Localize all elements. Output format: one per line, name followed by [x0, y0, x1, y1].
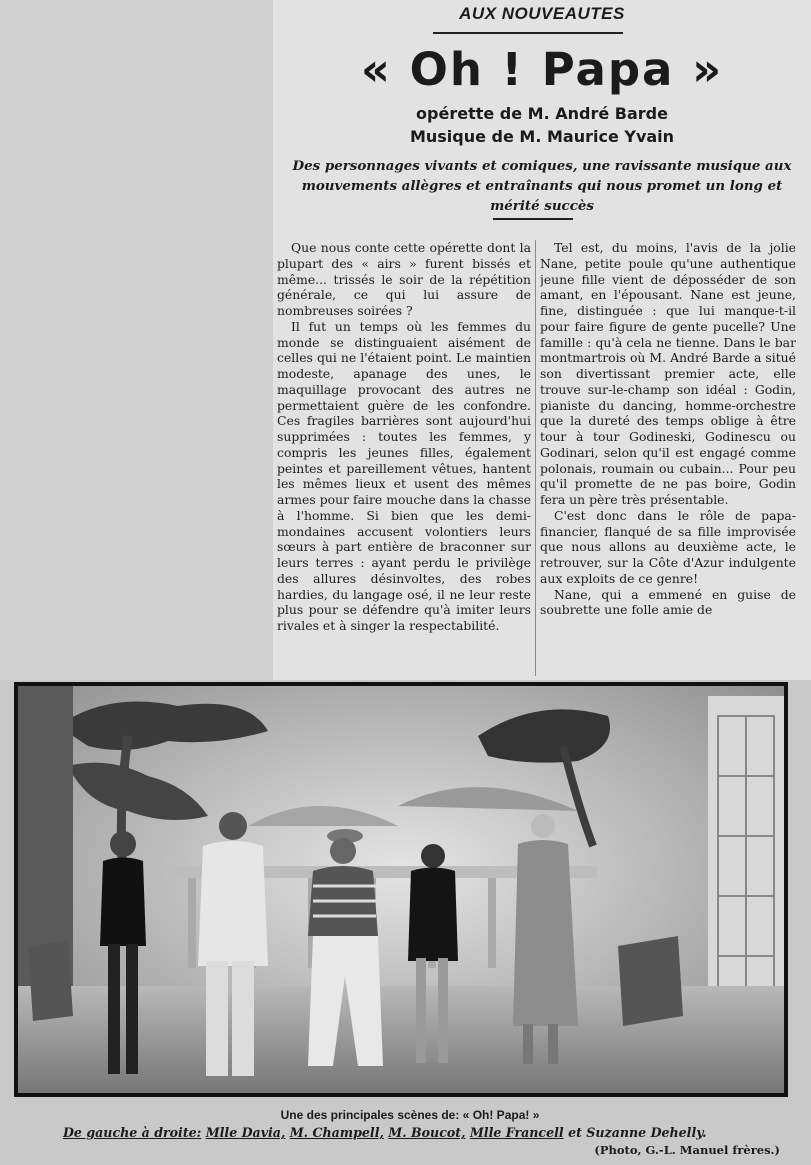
article-title: « Oh ! Papa » — [360, 43, 724, 96]
article — [273, 0, 811, 680]
cast-name: Mlle Francell — [469, 1125, 564, 1140]
photo-caption: Une des principales scènes de: « Oh! Papa! » — [280, 1108, 540, 1122]
paragraph: Que nous conte cette opérette dont la plupart des « airs » furent bissés et même... trissés le soir de la répétition générale, ce qui lui assure de nombreuses soirées ? — [277, 240, 531, 318]
photo-credit: (Photo, G.-L. Manuel frères.) — [594, 1143, 780, 1157]
stage-photo-frame — [14, 682, 788, 1097]
cast-credits — [63, 1125, 763, 1140]
subtitle-composer: Musique de M. Maurice Yvain — [409, 127, 675, 146]
text-column-1 — [277, 240, 531, 678]
cast-suffix: et Suzanne Dehelly. — [568, 1125, 707, 1140]
text-column-2 — [540, 240, 796, 678]
paragraph: C'est donc dans le rôle de papa-financier, flanqué de sa fille improvisée que nous allons au deuxième acte, le retrouver, sur la Côte d'Azur indulgente aux exploits de ce genre! — [540, 507, 796, 586]
lede: Des personnages vivants et comiques, une ravissante musique aux mouvements allègres et entraînants qui nous promet un long et mérité succès — [292, 158, 792, 214]
cast-name: M. Boucot, — [388, 1125, 466, 1140]
subtitle-author: opérette de M. André Barde — [416, 104, 668, 123]
cast-prefix: De gauche à droite: — [63, 1125, 202, 1140]
title-rule-top — [433, 32, 623, 34]
paragraph: Nane, qui a emmené en guise de soubrette une folle amie de — [540, 586, 796, 618]
paragraph: Il fut un temps où les femmes du monde se distinguaient aisément de celles qui ne l'étaient point. Le maintien modeste, apanage des unes, le maquillage provocant des autres ne permettaient guère de les confondre. Ces fragiles barrières sont aujourd'hui supprimées : toutes les femmes, y compris les jeunes filles, également peintes et pareillement vêtues, hantent les mêmes lieux et usent des mêmes armes pour faire mouche dans la chasse à l'homme. Si bien que les demi-mondaines accusent volontiers leurs sœurs à part entière de braconner sur leurs terres : ayant perdu le privilège des allures désinvoltes, des robes hardies, du langage osé, il ne leur reste plus pour se défendre qu'à imiter leurs rivales et à singer la respectabilité. — [277, 318, 531, 633]
stage-photo — [18, 686, 784, 1093]
cast-name: M. Champell, — [289, 1125, 384, 1140]
section-kicker: AUX NOUVEAUTES — [459, 4, 625, 23]
cast-name: Mlle Davia, — [205, 1125, 286, 1140]
lede-rule — [493, 218, 573, 220]
scan-margin — [0, 0, 273, 680]
column-divider — [535, 240, 536, 676]
paragraph: Tel est, du moins, l'avis de la jolie Nane, petite poule qu'une authentique jeune fille vient de déposséder de son amant, en l'épousant. Nane est jeune, fine, distinguée : que lui manque-t-il pour faire figure de gente pucelle? Une famille : qu'à cela ne tienne. Dans le bar montmartrois où M. André Barde a situé son divertissant premier acte, elle trouve sur-le-champ son idéal : Godin, pianiste du dancing, homme-orchestre que la dureté des temps oblige à être tour à tour Godineski, Godinescu ou Godinari, selon qu'il est engagé comme polonais, roumain ou cubain... Pour peu qu'il promette de ne pas boire, Godin fera un père très présentable. — [540, 240, 796, 507]
